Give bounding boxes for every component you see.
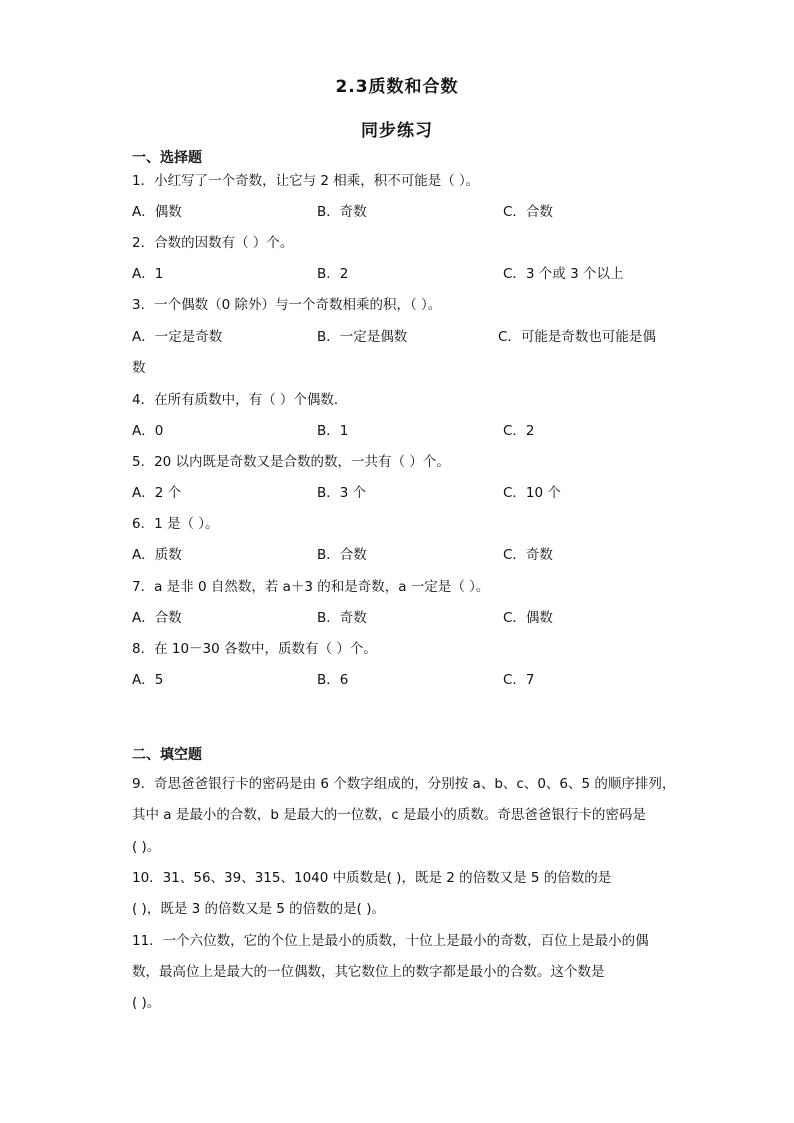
question-10-line-1: 10．31、56、39、315、1040 中质数是( )，既是 2 的倍数又是 5 的倍数的是	[132, 870, 612, 886]
q1-option-b: B．奇数	[317, 204, 367, 220]
q2-option-c: C．3 个或 3 个以上	[503, 266, 624, 282]
q6-option-c: C．奇数	[503, 547, 553, 563]
page-subtitle: 同步练习	[361, 121, 433, 141]
q7-option-c: C．偶数	[503, 610, 553, 626]
q4-option-b: B．1	[317, 423, 349, 439]
question-7: 7．a 是非 0 自然数，若 a＋3 的和是奇数，a 一定是（ ）。	[132, 579, 490, 595]
q3-option-c: C．可能是奇数也可能是偶	[498, 329, 656, 345]
question-8: 8．在 10－30 各数中，质数有（ ）个。	[132, 641, 377, 657]
question-4: 4．在所有质数中，有（ ）个偶数．	[132, 392, 348, 408]
q3-option-b: B．一定是偶数	[317, 329, 408, 345]
q2-option-a: A．1	[132, 266, 164, 282]
q5-option-b: B．3 个	[317, 485, 367, 501]
q3-option-c-continued: 数	[132, 360, 146, 376]
question-10-line-2: ( )，既是 3 的倍数又是 5 的倍数的是( )。	[132, 901, 385, 917]
section-heading-choice: 一、选择题	[132, 150, 202, 166]
question-5: 5．20 以内既是奇数又是合数的数，一共有（ ）个。	[132, 454, 450, 470]
q8-option-c: C．7	[503, 672, 535, 688]
page-title: 2.3质数和合数	[335, 77, 459, 97]
question-9-line-2: 其中 a 是最小的合数，b 是最大的一位数，c 是最小的质数。奇思爸爸银行卡的密码是	[132, 807, 646, 823]
q2-option-b: B．2	[317, 266, 349, 282]
q1-option-c: C．合数	[503, 204, 553, 220]
q6-option-a: A．质数	[132, 547, 182, 563]
question-2: 2．合数的因数有（ ）个。	[132, 235, 294, 251]
question-3: 3．一个偶数（0 除外）与一个奇数相乘的积，（ ）。	[132, 297, 442, 313]
q4-option-a: A．0	[132, 423, 164, 439]
q6-option-b: B．合数	[317, 547, 367, 563]
question-9-line-1: 9．奇思爸爸银行卡的密码是由 6 个数字组成的，分别按 a、b、c、0、6、5 的顺序排列，	[132, 776, 676, 792]
q4-option-c: C．2	[503, 423, 535, 439]
question-11-line-1: 11．一个六位数，它的个位上是最小的质数，十位上是最小的奇数，百位上是最小的偶	[132, 933, 649, 949]
question-11-line-2: 数，最高位上是最大的一位偶数，其它数位上的数字都是最小的合数。这个数是	[132, 964, 605, 980]
q5-option-a: A．2 个	[132, 485, 182, 501]
q8-option-a: A．5	[132, 672, 164, 688]
q1-option-a: A．偶数	[132, 204, 182, 220]
section-heading-fill: 二、填空题	[132, 747, 202, 763]
question-6: 6．1 是（ ）。	[132, 516, 219, 532]
question-9-line-3: ( )。	[132, 839, 161, 855]
q8-option-b: B．6	[317, 672, 349, 688]
question-1: 1．小红写了一个奇数，让它与 2 相乘，积不可能是（ ）。	[132, 173, 480, 189]
question-11-line-3: ( )。	[132, 995, 161, 1011]
q5-option-c: C．10 个	[503, 485, 561, 501]
q7-option-a: A．合数	[132, 610, 182, 626]
q7-option-b: B．奇数	[317, 610, 367, 626]
q3-option-a: A．一定是奇数	[132, 329, 223, 345]
